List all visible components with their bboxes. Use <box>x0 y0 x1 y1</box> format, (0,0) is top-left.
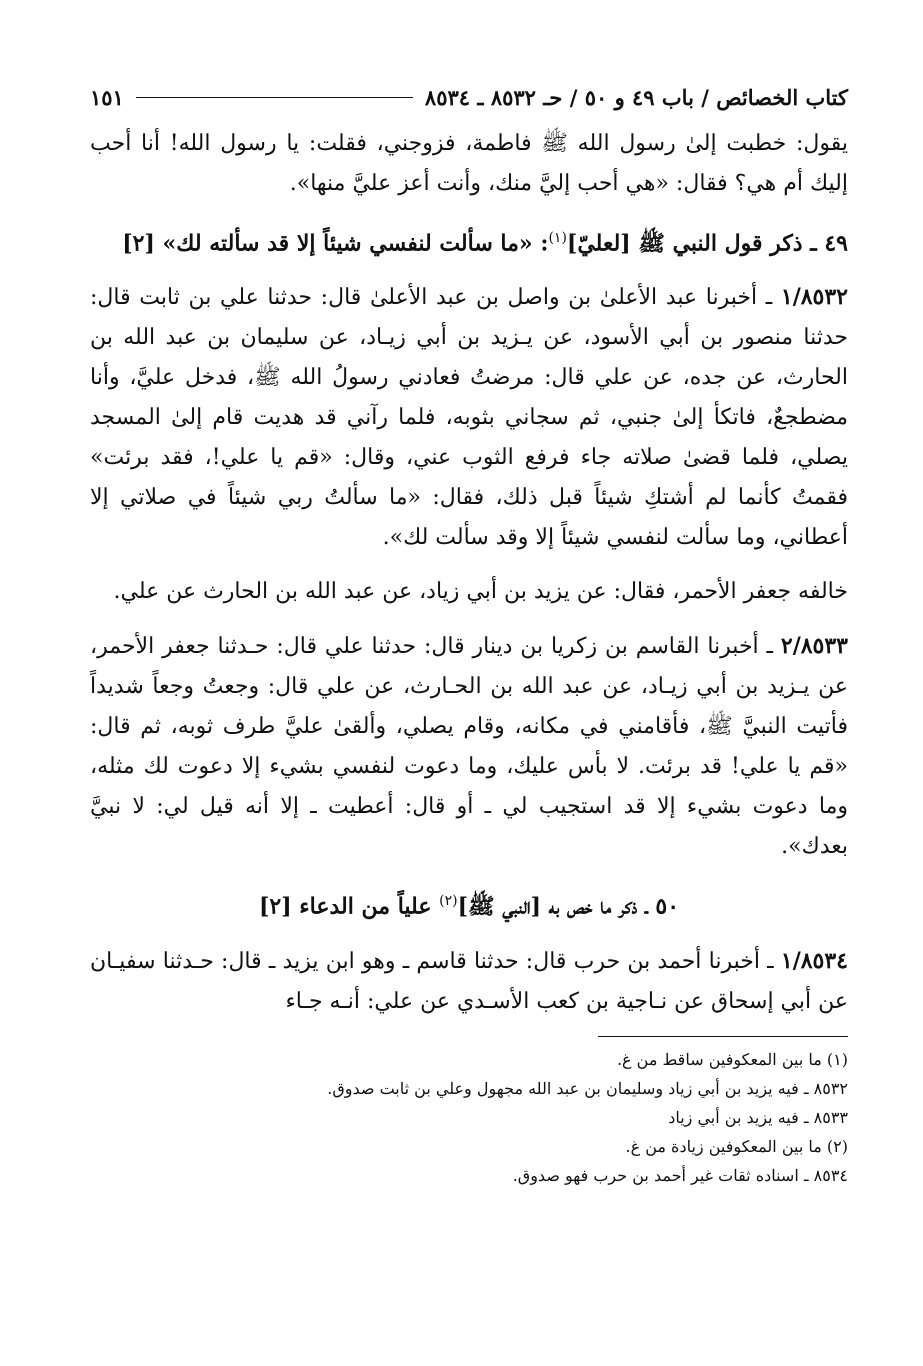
heading-text: ٥٠ ـ ذكر ما خص به [النبي ﷺ] <box>457 893 680 920</box>
hadith-number: ١/٨٥٣٢ <box>780 284 848 311</box>
hadith-number: ٢/٨٥٣٣ <box>780 633 848 660</box>
footnote-ref: (٢) <box>439 893 458 910</box>
hadith-8534 <box>90 941 848 1022</box>
footnote-separator <box>598 1036 848 1037</box>
page-number: ١٥١ <box>90 84 124 110</box>
hadith-text: ـ أخبرنا أحمد بن حرب قال: حدثنا قاسم ـ وهو ابن يزيد ـ قال: حـدثنا سفيـان عن أبي إسحاق عن نـاجية بن كعب الأسـدي عن علي: أنـه جـاء <box>90 948 848 1014</box>
footnote: ٨٥٣٣ ـ فيه يزيد بن أبي زياد <box>668 1107 848 1127</box>
heading-text: ٤٩ ـ ذكر قول النبي ﷺ [لعليّ] <box>566 230 848 257</box>
hadith-text: ـ أخبرنا القاسم بن زكريا بن دينار قال: حدثنا علي قال: حـدثنا جعفر الأحمر، عن يـزيد بن أبي زيـاد، عن عبد الله بن الحـارث، عن علي قال: وجعتُ وجعاً شديداً فأتيت النبيَّ ﷺ، فأقامني في مكانه، وقام يصلي، وألقىٰ عليَّ طرف ثوبه، ثم قال: «قم يا علي! قد برئت. لا بأس عليك، وما دعوت لنفسي بشيء إلا دعوت لك مثله، وما دعوت بشيء إلا قد استجيب لي ـ أو قال: أعطيت ـ إلا أنه قيل لي: لا نبيَّ بعدك». <box>90 634 848 860</box>
paragraph-text: خالفه جعفر الأحمر، فقال: عن يزيد بن أبي زياد، عن عبد الله بن الحارث عن علي. <box>113 579 848 605</box>
hadith-text: ـ أخبرنا عبد الأعلىٰ بن واصل بن عبد الأعلىٰ قال: حدثنا علي بن ثابت قال: حدثنا منصور بن أبي الأسود، عن يـزيد بن أبي زيـاد، عن سليمان بن عبد الله بن الحارث، عن جده، عن علي قال: مرضتُ فعادني رسولُ الله ﷺ، فدخل عليَّ، وأنا مضطجعٌ، فاتكأ إلىٰ جنبي، ثم سجاني بثوبه، فلما رآني قد هديت قام إلىٰ المسجد يصلي، فلما قضىٰ صلاته جاء فرفع الثوب عني، وقال: «قم يا علي!، فقد برئت» فقمتُ كأنما لم أشتكِ شيئاً قبل ذلك، فقال: «ما سألتُ ربي شيئاً في صلاتي إلا أعطاني، وما سألت لنفسي شيئاً إلا وقد سألت لك». <box>90 285 848 551</box>
paragraph-khalafa <box>90 572 848 612</box>
hadith-8532 <box>90 277 848 558</box>
paragraph-continuation <box>90 124 848 204</box>
hadith-8533 <box>90 626 848 867</box>
footnote-ref: (١) <box>548 230 567 246</box>
footnote: ٨٥٣٢ ـ فيه يزيد بن أبي زياد وسليمان بن عبد الله مجهول وعلي بن ثابت صدوق. <box>327 1078 848 1098</box>
footnote: (١) ما بين المعكوفين ساقط من غ. <box>616 1049 848 1069</box>
header-title: كتاب الخصائص / باب ٤٩ و ٥٠ / حـ ٨٥٣٢ ـ ٨٥٣٤ <box>424 84 848 110</box>
book-page <box>90 80 848 1350</box>
main-text <box>90 124 848 1022</box>
running-header <box>90 80 848 114</box>
heading-text: : «ما سألت لنفسي شيئاً إلا قد سألته لك» [٢] <box>122 230 549 257</box>
header-rule <box>136 97 413 98</box>
footnotes <box>90 1045 848 1190</box>
footnote: (٢) ما بين المعكوفين زيادة من غ. <box>625 1136 848 1156</box>
heading-text: علياً من الدعاء [٢] <box>258 893 440 920</box>
chapter-heading-49 <box>90 218 848 263</box>
chapter-heading-50 <box>90 881 848 926</box>
paragraph-text: يقول: خطبت إلىٰ رسول الله ﷺ فاطمة، فزوجني، فقلت: يا رسول الله! أنا أحب إليك أم هي؟ فقال: «هي أحب إليَّ منك، وأنت أعز عليَّ منها». <box>90 131 848 196</box>
hadith-number: ١/٨٥٣٤ <box>780 947 848 974</box>
footnote: ٨٥٣٤ ـ اسناده ثقات غير أحمد بن حرب فهو صدوق. <box>512 1165 848 1185</box>
